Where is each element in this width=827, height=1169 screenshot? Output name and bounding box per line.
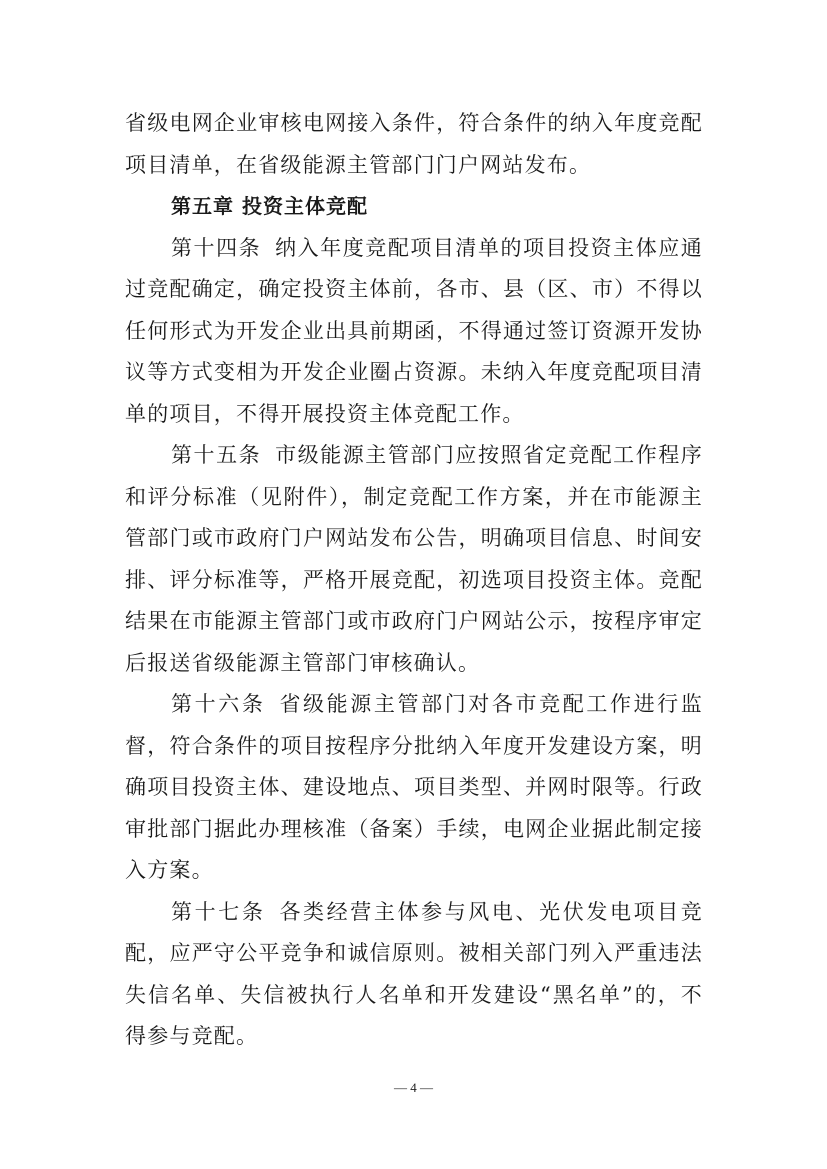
document-page <box>125 103 703 1058</box>
page-number: — 4 — <box>394 1080 433 1095</box>
article-text: 市级能源主管部门应按照省定竞配工作程序和评分标准（见附件），制定竞配工作方案，并在市能源主管部门或市政府门户网站发布公告，明确项目信息、时间安排、评分标准等，严格开展竞配，初选项目投资主体。竞配结果在市能源主管部门或市政府门户网站公示，按程序审定后报送省级能源主管部门审核确认。 <box>125 443 703 675</box>
article-14 <box>125 228 703 436</box>
article-16 <box>125 684 703 892</box>
article-label: 第十四条 <box>171 235 262 260</box>
article-label: 第十六条 <box>171 692 266 716</box>
article-label: 第十七条 <box>171 899 266 924</box>
continuation-paragraph: 省级电网企业审核电网接入条件，符合条件的纳入年度竞配项目清单，在省级能源主管部门门户网站发布。 <box>125 111 703 177</box>
article-text: 各类经营主体参与风电、光伏发电项目竞配，应严守公平竞争和诚信原则。被相关部门列入严重违法失信名单、失信被执行人名单和开发建设“黑名单”的，不得参与竞配。 <box>125 899 703 1048</box>
article-label: 第十五条 <box>171 443 262 467</box>
article-text: 纳入年度竞配项目清单的项目投资主体应通过竞配确定，确定投资主体前，各市、县（区、市）不得以任何形式为开发企业出具前期函，不得通过签订资源开发协议等方式变相为开发企业圈占资源。未纳入年度竞配项目清单的项目，不得开展投资主体竞配工作。 <box>125 235 703 426</box>
chapter-heading: 第五章 投资主体竞配 <box>171 194 368 218</box>
article-17 <box>125 892 703 1058</box>
article-text: 省级能源主管部门对各市竞配工作进行监督，符合条件的项目按程序分批纳入年度开发建设方案，明确项目投资主体、建设地点、项目类型、并网时限等。行政审批部门据此办理核准（备案）手续，电网企业据此制定接入方案。 <box>125 692 703 882</box>
article-15 <box>125 435 703 684</box>
